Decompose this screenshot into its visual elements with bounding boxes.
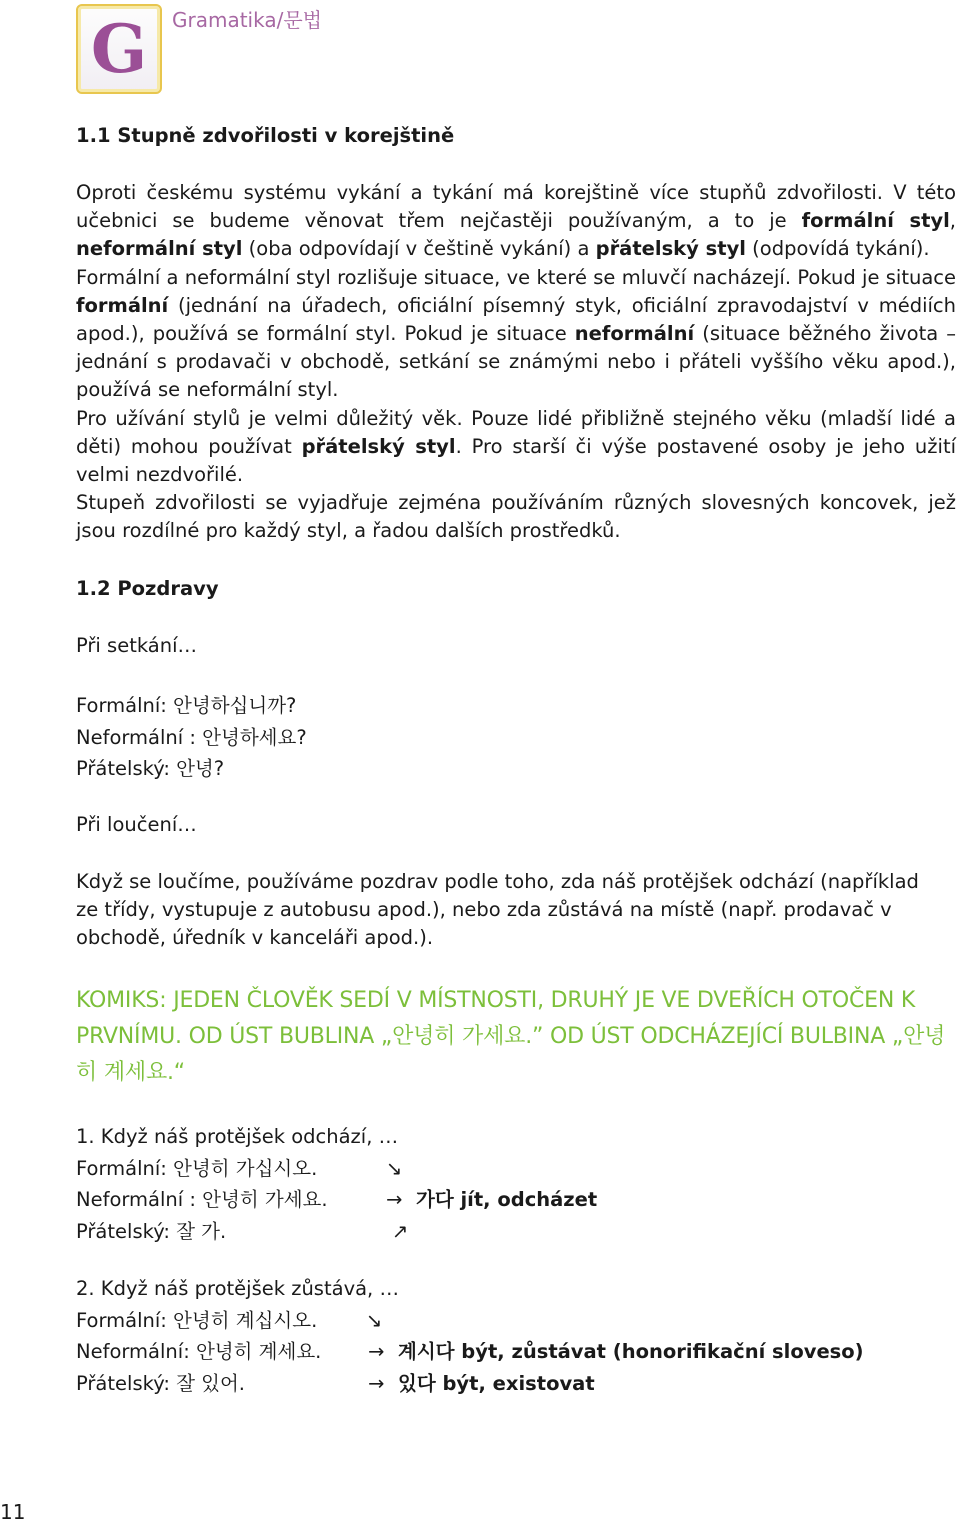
case-2-informal xyxy=(76,1336,956,1368)
greeting-friendly: Přátelský: 안녕? xyxy=(76,757,225,781)
meeting-label: Při setkání… xyxy=(76,634,198,657)
case-1-informal xyxy=(76,1184,956,1216)
header-title: Gramatika/문법 xyxy=(172,8,322,32)
meeting-greetings xyxy=(76,690,956,785)
text: Pro užívání stylů je velmi důležitý věk. Pouze lidé přibližně stejného věku (mladší lidé a děti) mohou používat xyxy=(76,406,956,458)
text: Oproti českému systému vykání a tykání má korejštině více stupňů zdvořilosti. V této učebnici se budeme věnovat třem nejčastěji používaným, a to je xyxy=(76,181,956,233)
arrow-up-right-icon: ↗ xyxy=(392,1219,409,1243)
text: Neformální : 안녕히 가세요. xyxy=(76,1188,328,1212)
case-1-friendly xyxy=(76,1216,956,1248)
text: (situace běžného života – jednání s prodavači v obchodě, setkání se známými nebo i přáteli vyššího věku apod.), používá se neformální styl. xyxy=(76,322,956,402)
parting-text: Když se loučíme, používáme pozdrav podle toho, zda náš protějšek odchází (například ze třídy, vystupuje z autobusu apod.), nebo zda zůstává na místě (např. prodavač v obchodě, úředník v kanceláři apod.). xyxy=(76,870,919,950)
greeting-informal: Neformální : 안녕하세요? xyxy=(76,725,307,749)
text: Neformální: 안녕히 계세요. xyxy=(76,1340,322,1364)
bold-term: neformální styl xyxy=(76,237,243,261)
gloss-gyesida: 계시다 být, zůstávat (honorifikační sloveso) xyxy=(398,1340,864,1364)
section-1-heading: 1.1 Stupně zdvořilosti v korejštině xyxy=(76,124,455,147)
paragraph-1 xyxy=(76,179,956,264)
text: , xyxy=(949,209,956,233)
bold-term: přátelský styl xyxy=(595,237,746,261)
bold-term: formální xyxy=(76,293,169,317)
text: Formální: 안녕히 가십시오. xyxy=(76,1156,318,1180)
text: Přátelský: 잘 가. xyxy=(76,1219,227,1243)
page-number: 11 xyxy=(0,1500,26,1524)
case-1-title: 1. Když náš protějšek odchází, … xyxy=(76,1125,399,1148)
case-2-friendly xyxy=(76,1368,956,1400)
section-1-body xyxy=(76,179,956,546)
text: (odpovídá tykání). xyxy=(745,237,930,261)
gloss-gada: 가다 jít, odcházet xyxy=(416,1188,598,1212)
case-2-title: 2. Když náš protějšek zůstává, … xyxy=(76,1277,399,1300)
case-2-formal xyxy=(76,1305,956,1337)
gramatika-logo xyxy=(76,4,162,94)
section-2-heading: 1.2 Pozdravy xyxy=(76,577,219,600)
case-1-formal xyxy=(76,1153,956,1185)
text: (jednání na úřadech, oficiální písemný styk, oficiální zpravodajství v médiích apod.), používá se formální styl. Pokud je situace xyxy=(76,293,956,346)
gloss-itda: 있다 být, existovat xyxy=(398,1371,595,1395)
case-1 xyxy=(76,1121,956,1247)
text: . Pro starší či výše postavené osoby je jeho užití velmi nezdvořilé. xyxy=(76,434,957,487)
comic-note: KOMIKS: JEDEN ČLOVĚK SEDÍ V MÍSTNOSTI, DRUHÝ JE VE DVEŘÍCH OTOČEN K PRVNÍMU. OD ÚST BUBLINA „안녕히 가세요.” OD ÚST ODCHÁZEJÍCÍ BULBINA „안녕히 계세요.“ xyxy=(76,988,946,1085)
arrow-down-right-icon: ↘ xyxy=(386,1156,403,1180)
text: (oba odpovídají v češtině vykání) a xyxy=(242,237,596,261)
paragraph-4: Stupeň zdvořilosti se vyjadřuje zejména používáním různých slovesných koncovek, jež jsou rozdílné pro každý styl, a řadou dalších prostředků. xyxy=(76,491,956,543)
case-2 xyxy=(76,1273,956,1399)
paragraph-2 xyxy=(76,264,956,405)
text: Formální: 안녕히 계십시오. xyxy=(76,1308,318,1332)
arrow-right-icon: → xyxy=(386,1188,403,1212)
arrow-right-icon: → xyxy=(368,1371,385,1395)
text: Formální a neformální styl rozlišuje situace, ve které se mluvčí nacházejí. Pokud je situace xyxy=(76,265,956,289)
paragraph-3 xyxy=(76,405,956,490)
arrow-right-icon: → xyxy=(368,1340,385,1364)
bold-term: přátelský styl xyxy=(301,434,456,458)
arrow-down-right-icon: ↘ xyxy=(366,1308,383,1332)
greeting-formal: Formální: 안녕하십니까? xyxy=(76,694,297,717)
text: Přátelský: 잘 있어. xyxy=(76,1371,245,1395)
bold-term: neformální xyxy=(574,322,695,346)
logo-letter: G xyxy=(90,10,148,88)
bold-term: formální styl xyxy=(801,209,950,233)
parting-label: Při loučení… xyxy=(76,813,197,836)
